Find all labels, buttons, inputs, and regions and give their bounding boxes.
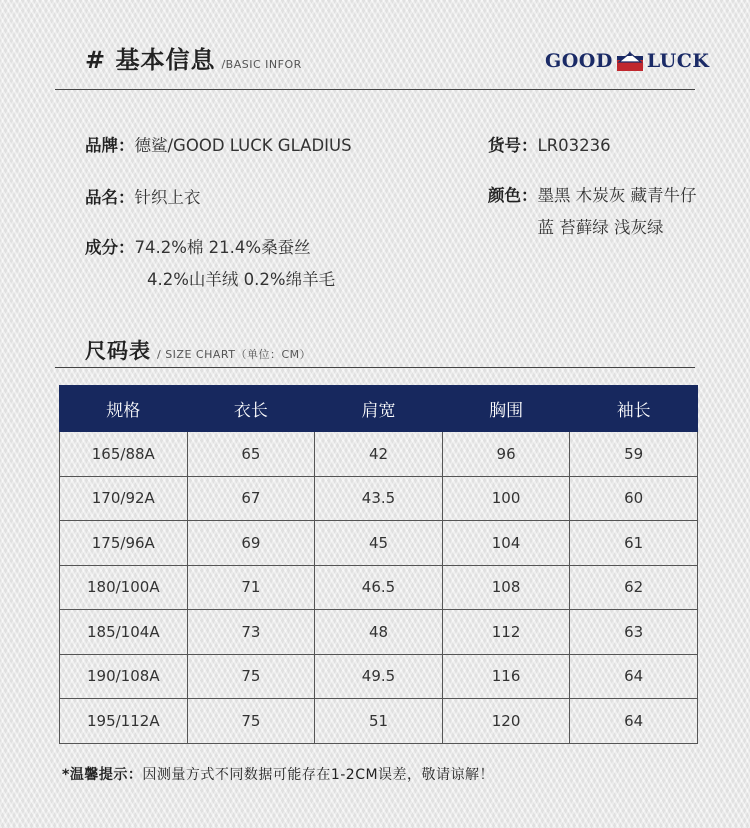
table-cell: 51 [315, 699, 443, 744]
color-value: 墨黑 木炭灰 藏青牛仔蓝 苔藓绿 浅灰绿 [537, 186, 697, 237]
table-cell: 63 [570, 610, 698, 655]
col-header: 肩宽 [315, 386, 443, 432]
color-row [488, 180, 708, 244]
note-text: 因测量方式不同数据可能存在1-2CM误差，敬请谅解！ [142, 767, 495, 783]
basic-info-subtitle: /BASIC INFOR [221, 58, 302, 71]
size-chart-header [85, 335, 311, 365]
table-cell: 180/100A [60, 565, 188, 610]
measurement-note [62, 764, 494, 784]
basic-info-title: # 基本信息 [85, 46, 216, 74]
material-line1: 74.2%棉 21.4%桑蚕丝 [134, 238, 311, 257]
table-cell: 165/88A [60, 432, 188, 477]
col-header: 胸围 [442, 386, 570, 432]
table-cell: 73 [187, 610, 315, 655]
table-cell: 46.5 [315, 565, 443, 610]
table-row [60, 610, 698, 655]
table-cell: 42 [315, 432, 443, 477]
table-cell: 195/112A [60, 699, 188, 744]
col-header: 规格 [60, 386, 188, 432]
product-label: 品名： [85, 188, 135, 207]
brand-row [85, 130, 352, 162]
table-cell: 69 [187, 521, 315, 566]
shark-flag-icon [616, 50, 644, 72]
table-row [60, 476, 698, 521]
table-row [60, 565, 698, 610]
table-cell: 64 [570, 654, 698, 699]
table-cell: 48 [315, 610, 443, 655]
table-cell: 43.5 [315, 476, 443, 521]
item-no-value: LR03236 [537, 136, 611, 155]
table-cell: 170/92A [60, 476, 188, 521]
col-header: 衣长 [187, 386, 315, 432]
table-cell: 59 [570, 432, 698, 477]
size-chart-title: 尺码表 [85, 339, 151, 363]
table-cell: 120 [442, 699, 570, 744]
table-row [60, 521, 698, 566]
table-cell: 104 [442, 521, 570, 566]
table-cell: 112 [442, 610, 570, 655]
size-chart-subtitle: / SIZE CHART（单位：CM） [157, 348, 312, 361]
material-line2: 4.2%山羊绒 0.2%绵羊毛 [147, 270, 336, 289]
brand-logo [545, 50, 709, 72]
table-cell: 60 [570, 476, 698, 521]
table-cell: 65 [187, 432, 315, 477]
table-cell: 45 [315, 521, 443, 566]
table-cell: 71 [187, 565, 315, 610]
table-cell: 75 [187, 699, 315, 744]
product-row [85, 182, 201, 214]
table-cell: 61 [570, 521, 698, 566]
logo-text-right: LUCK [646, 50, 710, 72]
table-cell: 62 [570, 565, 698, 610]
header-divider [55, 89, 695, 90]
table-cell: 64 [570, 699, 698, 744]
table-cell: 185/104A [60, 610, 188, 655]
material-label: 成分： [85, 238, 135, 257]
logo-text-left: GOOD [545, 50, 613, 72]
table-cell: 100 [442, 476, 570, 521]
item-no-row [488, 130, 611, 162]
product-value: 针织上衣 [134, 188, 201, 207]
material-row [85, 232, 405, 296]
note-label: *温馨提示： [62, 767, 143, 783]
table-cell: 116 [442, 654, 570, 699]
table-row [60, 699, 698, 744]
table-cell: 67 [187, 476, 315, 521]
table-cell: 108 [442, 565, 570, 610]
col-header: 袖长 [570, 386, 698, 432]
item-no-label: 货号： [488, 136, 538, 155]
table-row [60, 432, 698, 477]
table-row [60, 654, 698, 699]
size-chart-divider [55, 367, 695, 368]
table-cell: 96 [442, 432, 570, 477]
table-cell: 190/108A [60, 654, 188, 699]
brand-label: 品牌： [85, 136, 135, 155]
table-header-row [60, 386, 698, 432]
table-cell: 175/96A [60, 521, 188, 566]
table-cell: 75 [187, 654, 315, 699]
color-label: 颜色： [488, 186, 538, 205]
basic-info-header [85, 40, 302, 75]
brand-value: 德鲨/GOOD LUCK GLADIUS [134, 136, 352, 155]
table-cell: 49.5 [315, 654, 443, 699]
size-table [59, 385, 698, 744]
